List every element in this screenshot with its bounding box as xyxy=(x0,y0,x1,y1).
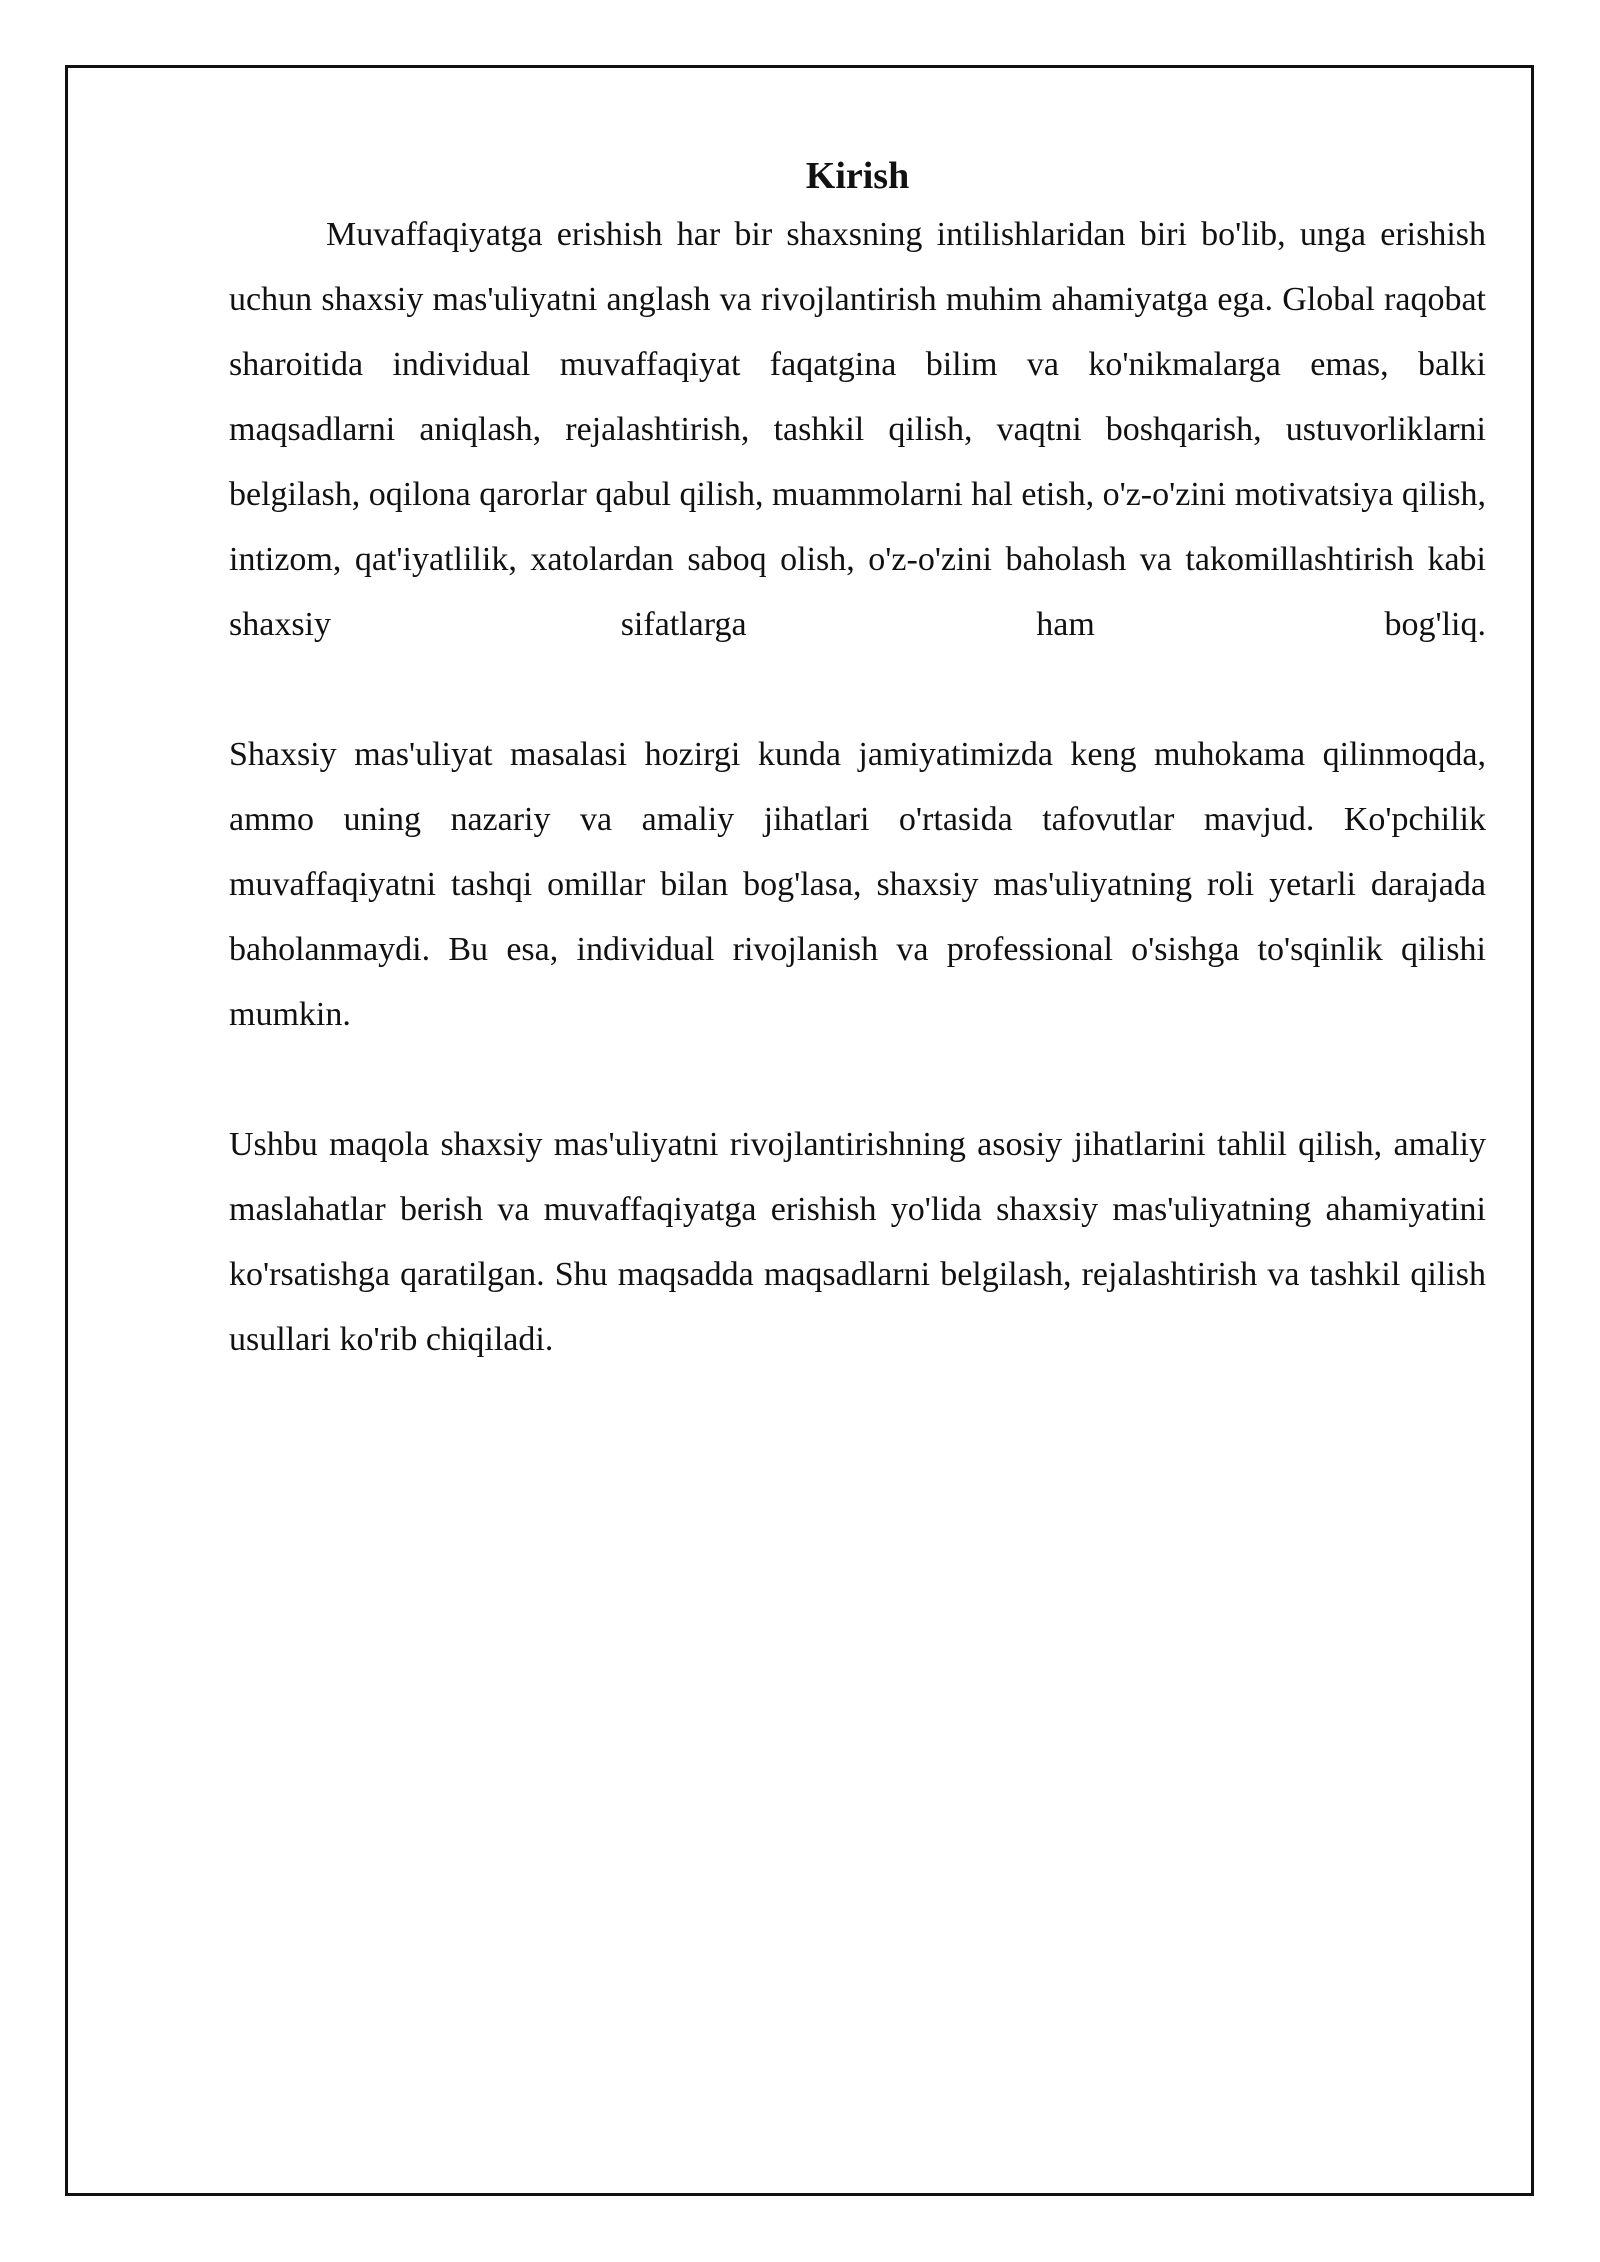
paragraph-purpose: Ushbu maqola shaxsiy mas'uliyatni rivojlantirishning asosiy jihatlarini tahlil qilish, amaliy maslahatlar berish va muvaffaqiyatga erishish yo'lida shaxsiy mas'uliyatning ahamiyatini ko'rsatishga qaratilgan. Shu maqsadda maqsadlarni belgilash, rejalashtirish va tashkil qilish usullari ko'rib chiqiladi. xyxy=(229,1126,1486,1358)
paragraph-responsibility: Shaxsiy mas'uliyat masalasi hozirgi kunda jamiyatimizda keng muhokama qilinmoqda, ammo uning nazariy va amaliy jihatlari o'rtasida tafovutlar mavjud. Ko'pchilik muvaffaqiyatni tashqi omillar bilan bog'lasa, shaxsiy mas'uliyatning roli yetarli darajada baholanmaydi. Bu esa, individual rivojlanish va professional o'sishga to'sqinlik qilishi mumkin. xyxy=(229,736,1486,1033)
paragraph-spacer xyxy=(229,1047,1486,1112)
paragraph-spacer xyxy=(229,657,1486,722)
paragraph-intro: Muvaffaqiyatga erishish har bir shaxsning intilishlaridan biri bo'lib, unga erishish uchun shaxsiy mas'uliyatni anglash va rivojlantirish muhim ahamiyatga ega. Global raqobat sharoitida individual muvaffaqiyat faqatgina bilim va ko'nikmalarga emas, balki maqsadlarni aniqlash, rejalashtirish, tashkil qilish, vaqtni boshqarish, ustuvorliklarni belgilash, oqilona qarorlar qabul qilish, muammolarni hal etish, o'z-o'zini motivatsiya qilish, intizom, qat'iyatlilik, xatolardan saboq olish, o'z-o'zini baholash va takomillashtirish kabi shaxsiy sifatlarga ham bog'liq. xyxy=(229,216,1486,643)
page-title: Kirish xyxy=(805,155,910,197)
document-body xyxy=(229,150,1486,1372)
